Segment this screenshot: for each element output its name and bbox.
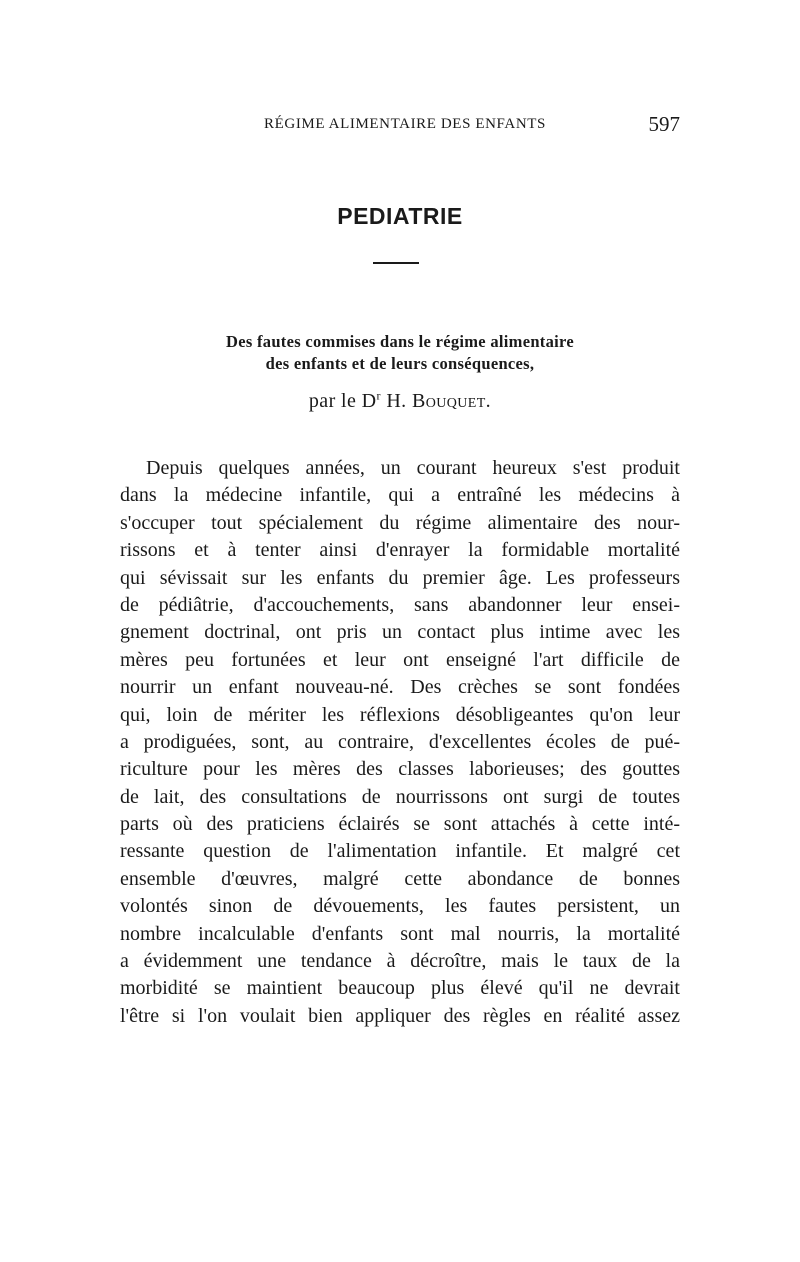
author-line xyxy=(120,390,680,413)
body-line: qui, loin de mériter les réflexions désobligeantes qu'on leur xyxy=(120,703,680,726)
body-line: rissons et à tenter ainsi d'enrayer la formidable mortalité xyxy=(120,539,680,562)
body-line: qui sévissait sur les enfants du premier âge. Les professeurs xyxy=(120,566,680,589)
article-title-line-2: des enfants et de leurs conséquences, xyxy=(265,354,535,373)
author-initial: H. xyxy=(380,390,412,412)
author-surname: Bouquet. xyxy=(411,390,492,412)
page-number: 597 xyxy=(648,112,680,136)
body-line: a prodiguées, sont, au contraire, d'excellentes écoles de pué- xyxy=(120,730,680,753)
body-line: nourrir un enfant nouveau-né. Des crèches se sont fondées xyxy=(120,676,680,699)
body-line: riculture pour les mères des classes laborieuses; des gouttes xyxy=(120,758,680,781)
body-line: l'être si l'on voulait bien appliquer des règles en réalité assez xyxy=(120,1004,680,1027)
author-title-superscript: r xyxy=(376,388,381,403)
body-paragraph xyxy=(120,455,680,1030)
body-line: volontés sinon de dévouements, les fautes persistent, un xyxy=(120,895,680,918)
article-title xyxy=(120,331,680,375)
body-line: ensemble d'œuvres, malgré cette abondance de bonnes xyxy=(120,867,680,890)
running-header xyxy=(120,112,680,140)
body-line: parts où des praticiens éclairés se sont attachés à cette inté- xyxy=(120,813,680,836)
body-line: a évidemment une tendance à décroître, mais le taux de la xyxy=(120,950,680,973)
author-prefix: par le D xyxy=(308,390,377,412)
body-line: gnement doctrinal, ont pris un contact plus intime avec les xyxy=(120,621,680,644)
article-title-line-1: Des fautes commises dans le régime alimentaire xyxy=(225,332,574,351)
body-line: Depuis quelques années, un courant heureux s'est produit xyxy=(146,457,680,479)
section-title: PEDIATRIE xyxy=(337,203,463,229)
section-divider xyxy=(373,262,419,264)
body-line: nombre incalculable d'enfants sont mal nourris, la mortalité xyxy=(120,922,680,945)
running-title: RÉGIME ALIMENTAIRE DES ENFANTS xyxy=(264,116,546,132)
body-line: mères peu fortunées et leur ont enseigné l'art difficile de xyxy=(120,648,680,671)
body-line: morbidité se maintient beaucoup plus élevé qu'il ne devrait xyxy=(120,977,680,1000)
body-line: s'occuper tout spécialement du régime alimentaire des nour- xyxy=(120,511,680,534)
body-line: de pédiâtrie, d'accouchements, sans abandonner leur ensei- xyxy=(120,593,680,616)
body-line: ressante question de l'alimentation infantile. Et malgré cet xyxy=(120,840,680,863)
body-line: de lait, des consultations de nourrissons ont surgi de toutes xyxy=(120,785,680,808)
body-line: dans la médecine infantile, qui a entraîné les médecins à xyxy=(120,484,680,507)
